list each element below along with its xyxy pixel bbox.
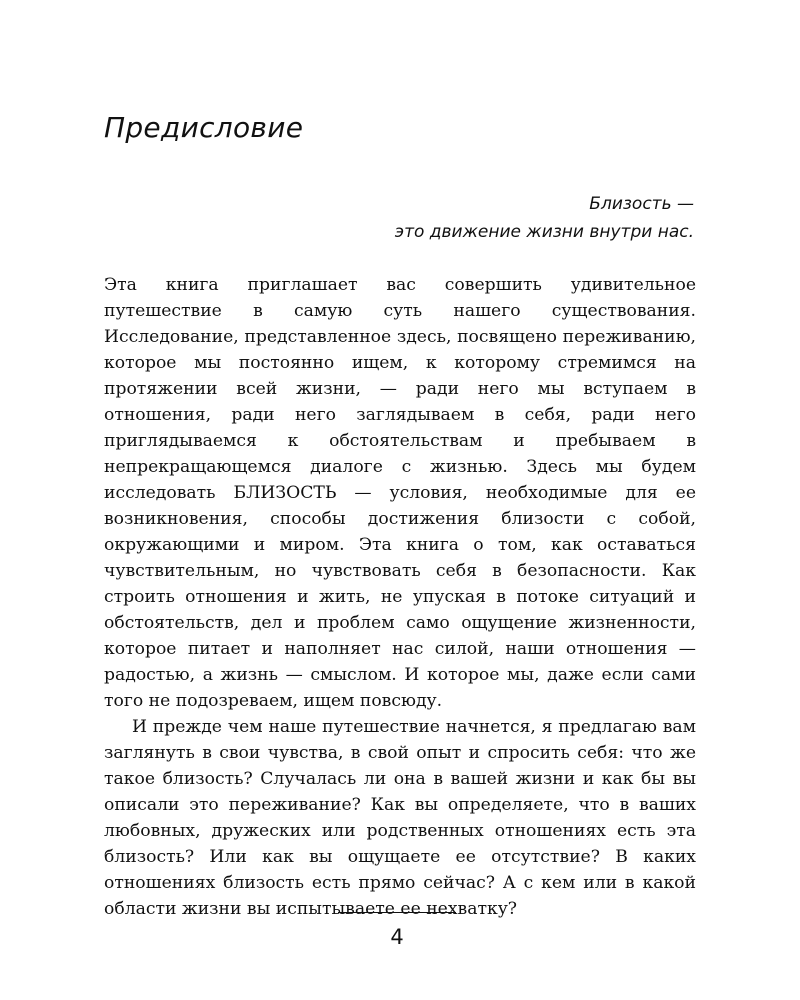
paragraph-1: Эта книга приглашает вас совершить удивительное путешествие в самую суть нашего существования. Исследование, представленное здесь, посвящено переживанию, которое мы постоянно ищем, к которому стремимся на протяжении всей жизни, — ради него мы вступаем в отношения, ради него заглядываем в себя, ради него приглядываемся к обстоятельствам и пребываем в непрекращающемся диалоге с жизнью. Здесь мы будем исследовать БЛИЗОСТЬ — условия, необходимые для ее возникновения, способы достижения близости с собой, окружающими и миром. Эта книга о том, как оставаться чувствительным, но чувствовать себя в безопасности. Как строить отношения и жить, не упуская в потоке ситуаций и обстоятельств, дел и проблем само ощущение жизненности, которое питает и наполняет нас силой, наши отношения — радостью, а жизнь — смыслом. И которое мы, даже если сами того не подозреваем, ищем повсюду. — [104, 275, 696, 711]
epigraph-line-2: это движение жизни внутри нас. — [394, 222, 694, 242]
epigraph-line-1: Близость — — [589, 194, 694, 214]
footer-divider — [338, 912, 456, 913]
paragraph-2: И прежде чем наше путешествие начнется, я предлагаю вам заглянуть в свои чувства, в свой опыт и спросить себя: что же такое близость? Случалась ли она в вашей жизни и как бы вы описали это переживание? Как вы определяете, что в ваших любовных, дружеских или родственных отношениях есть эта близость? Или как вы ощущаете ее отсутствие? В каких отношениях близость есть прямо сейчас? А с кем или в какой области жизни вы испытываете ее нехватку? — [104, 717, 696, 919]
chapter-title: Предисловие — [104, 111, 304, 144]
epigraph — [234, 190, 694, 246]
body-text — [104, 272, 696, 922]
page-number: 4 — [390, 925, 404, 949]
